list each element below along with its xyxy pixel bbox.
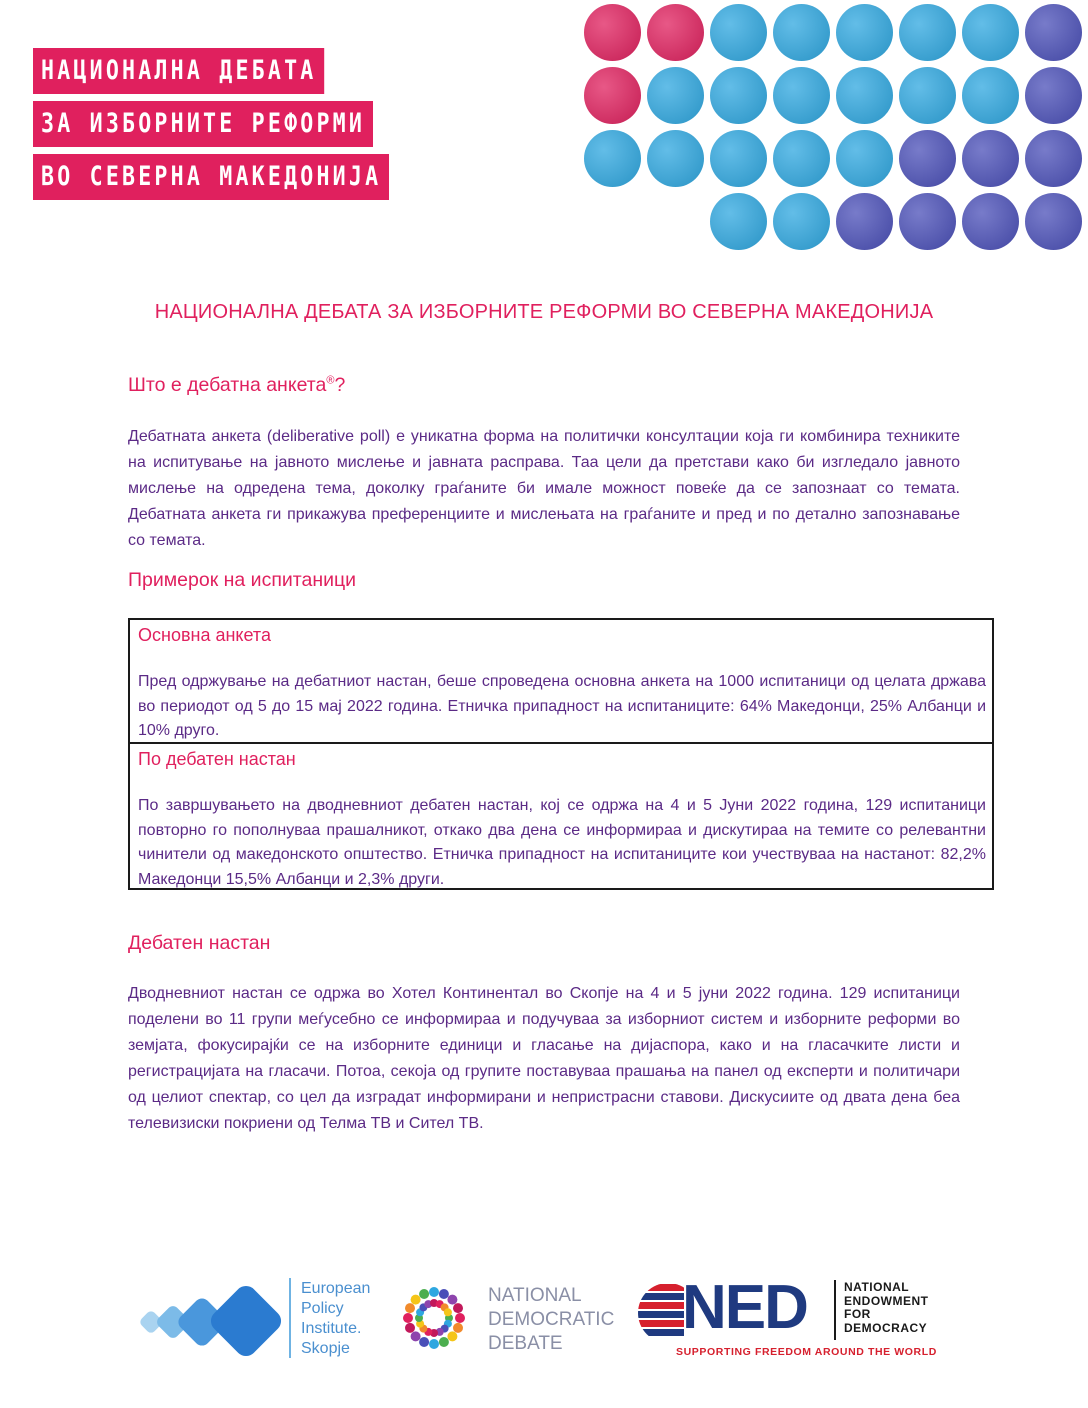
photo-dot	[710, 4, 767, 61]
page-title: НАЦИОНАЛНА ДЕБАТА ЗА ИЗБОРНИТЕ РЕФОРМИ ВО СЕВЕРНА МАКЕДОНИЈА	[154, 301, 934, 323]
ndd-name-line: DEBATE	[488, 1333, 563, 1354]
photo-dot	[647, 130, 704, 187]
photo-dot	[710, 67, 767, 124]
box-heading-baseline: Основна анкета	[138, 625, 271, 645]
epi-name-line: Skopje	[301, 1340, 350, 1357]
ndd-people-icon	[396, 1280, 472, 1356]
ned-flag-icon	[638, 1282, 684, 1344]
ned-name	[844, 1281, 929, 1335]
banner-line-1: НАЦИОНАЛНА ДЕБАТА	[33, 48, 324, 94]
ndd-name-line: DEMOCRATIC	[488, 1309, 615, 1330]
photo-dot	[584, 130, 641, 187]
banner-line-3: ВО СЕВЕРНА МАКЕДОНИЈА	[33, 154, 389, 200]
ned-name-line: ENDOWMENT	[844, 1293, 929, 1308]
photo-dot	[647, 4, 704, 61]
heading-text: Што е дебатна анкета	[128, 374, 327, 396]
section-heading-deliberative-poll	[128, 374, 345, 397]
photo-dot	[773, 130, 830, 187]
registered-mark: ®	[326, 374, 335, 387]
photo-dot	[773, 4, 830, 61]
photo-dot	[584, 4, 641, 61]
box-text-baseline: Пред одржување на дебатниот настан, беше спроведена основна анкета на 1000 испитаници од целата држава во периодот од 5 до 15 мај 2022 година. Етничка припадност на испитаниците: 64% Македонци, 25% Албанци и 10% друго.	[138, 673, 986, 739]
ned-name-line: NATIONAL	[844, 1280, 910, 1294]
baseline-survey-box	[128, 618, 994, 744]
photo-dot	[899, 130, 956, 187]
photo-dot	[899, 67, 956, 124]
ned-tagline: SUPPORTING FREEDOM AROUND THE WORLD	[676, 1346, 937, 1358]
ndd-name	[488, 1284, 614, 1356]
ned-logo	[638, 1273, 958, 1364]
photo-dot	[962, 67, 1019, 124]
photo-dot	[1025, 193, 1082, 250]
photo-dot	[1025, 130, 1082, 187]
box-heading-post-debate: По дебатен настан	[138, 749, 296, 769]
epi-name-line: European	[301, 1280, 371, 1297]
section-paragraph-debate-event: Дводневниот настан се одржа во Хотел Континентал во Скопје на 4 и 5 јуни 2022 година. 129 испитаници поделени во 11 групи меѓусебно се информираа и подучуваа за изборниот систем и изборните реформи во земјата, фокусирајќи се на изборните единици и гласање на дијаспора, како и на гласачките листи и регистрацијата на гласачи. Потоа, секоја од групите поставуваа прашања на панел од експерти и политичари од целиот спектар, со цел да изградат информирани и непристрасни ставови. Дискусиите од двата дена беа телевизиски покриени од Телма ТВ и Сител ТВ.	[128, 985, 960, 1132]
photo-dot	[962, 193, 1019, 250]
photo-dot	[710, 193, 767, 250]
banner-line-2: ЗА ИЗБОРНИТЕ РЕФОРМИ	[33, 101, 373, 147]
section-paragraph-deliberative-poll: Дебатната анкета (deliberative poll) е уникатна форма на политички консултации која ги комбинира техниките на испитување на јавното мислење и јавната расправа. Таа цели да претстави како би изгледало јавното мислење на одредена тема, доколку граѓаните би имале можност повеќе да се запознаат со темата. Дебатната анкета ги прикажува преференциите и мислењата на граѓаните и пред и по детално запознавање со темата.	[128, 428, 960, 549]
photo-dot	[773, 67, 830, 124]
epi-name-line: Institute.	[301, 1320, 362, 1337]
photo-dot	[899, 193, 956, 250]
photo-dot	[836, 130, 893, 187]
photo-dot	[710, 130, 767, 187]
epi-logo	[138, 1276, 388, 1366]
epi-name-line: Policy	[301, 1300, 344, 1317]
photo-dot	[836, 4, 893, 61]
ned-mark: NED	[682, 1273, 807, 1342]
photo-dot	[962, 4, 1019, 61]
ndd-logo	[396, 1280, 616, 1360]
photo-dot	[773, 193, 830, 250]
photo-dot	[1025, 67, 1082, 124]
ned-name-line: DEMOCRACY	[844, 1320, 928, 1335]
photo-dot	[584, 67, 641, 124]
photo-dot	[647, 67, 704, 124]
photo-dot	[899, 4, 956, 61]
ned-divider	[834, 1280, 836, 1340]
ndd-name-line: NATIONAL	[488, 1285, 582, 1306]
epi-diamond-icon	[138, 1281, 288, 1361]
section-heading-debate-event: Дебатен настан	[128, 932, 271, 954]
photo-dot	[836, 193, 893, 250]
post-debate-box	[128, 742, 994, 890]
photo-dot	[962, 130, 1019, 187]
heading-end: ?	[334, 374, 346, 396]
section-heading-sample: Примерок на испитаници	[128, 569, 357, 591]
box-text-post-debate: По завршувањето на дводневниот дебатен настан, кој се одржа на 4 и 5 Јуни 2022 година, 129 испитаници повторно го пополнуваа прашалникот, откако два дена се информираа и дискутираа на темите со релевантни чинители од македонското општество. Етничка припадност на испитаниците кои учествуваа на настанот: 82,2% Македонци 15,5% Албанци и 2,3% други.	[138, 797, 986, 888]
photo-dot	[836, 67, 893, 124]
photo-dot-grid	[0, 0, 1088, 260]
epi-name	[301, 1279, 370, 1359]
epi-divider	[289, 1278, 291, 1358]
photo-dot	[1025, 4, 1082, 61]
ned-name-line: FOR	[844, 1307, 871, 1321]
